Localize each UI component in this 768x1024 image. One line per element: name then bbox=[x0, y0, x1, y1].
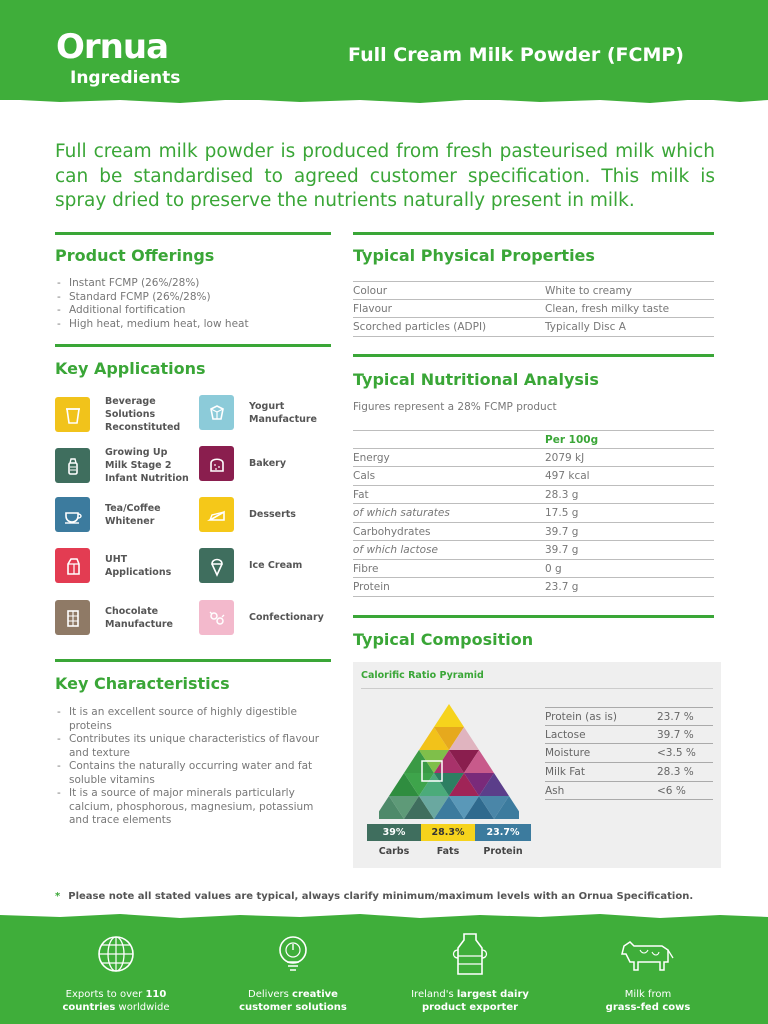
application-tea-coffee bbox=[55, 497, 161, 532]
carbs-ratio-value: 39% bbox=[367, 824, 421, 841]
yogurt-pot-icon bbox=[199, 395, 234, 430]
row-label: Energy bbox=[353, 451, 390, 464]
composition-table bbox=[545, 707, 713, 800]
row-value: 17.5 g bbox=[545, 507, 579, 519]
logo-subtitle: Ingredients bbox=[70, 68, 181, 88]
physical-properties-heading: Typical Physical Properties bbox=[353, 246, 595, 265]
feature-text bbox=[583, 988, 713, 1014]
row-value: 39.7 g bbox=[545, 525, 579, 538]
table-row bbox=[353, 467, 714, 486]
torn-edge-decoration bbox=[0, 912, 768, 920]
feature-text-bold: product exporter bbox=[421, 1002, 519, 1013]
table-row bbox=[353, 449, 714, 468]
row-label: Fat bbox=[353, 488, 369, 501]
feature-text-bold: countries bbox=[62, 1002, 116, 1013]
application-label: Bakery bbox=[249, 458, 287, 469]
nutrition-note: Figures represent a 28% FCMP product bbox=[353, 401, 557, 413]
row-label: Ash bbox=[545, 784, 565, 797]
offerings-list bbox=[55, 277, 331, 331]
feature-grass-fed bbox=[583, 928, 713, 1014]
table-row bbox=[353, 523, 714, 542]
fats-ratio-value: 28.3% bbox=[421, 824, 475, 841]
row-value: 0 g bbox=[545, 562, 562, 575]
row-label: Cals bbox=[353, 470, 376, 482]
footer-banner bbox=[0, 918, 768, 1024]
characteristics-list bbox=[55, 706, 331, 828]
feature-text-bold: 110 bbox=[145, 989, 167, 1000]
row-value: 497 kcal bbox=[545, 470, 590, 482]
feature-exports bbox=[51, 928, 181, 1014]
application-label: Chocolate Manufacture bbox=[105, 605, 173, 630]
application-bakery bbox=[199, 446, 286, 481]
application-label: Ice Cream bbox=[249, 560, 303, 571]
chocolate-bar-icon bbox=[55, 600, 90, 635]
row-label: of which saturates bbox=[353, 507, 450, 519]
protein-ratio-value: 23.7% bbox=[475, 824, 531, 841]
carbs-ratio-label: Carbs bbox=[378, 846, 410, 857]
list-item: - It is a source of major minerals particularly calcium, phosphorous, magnesium, potassium and trace elements bbox=[55, 787, 331, 828]
ornua-logo bbox=[56, 27, 181, 88]
application-confectionary bbox=[199, 600, 324, 635]
protein-ratio-label: Protein bbox=[483, 846, 523, 857]
feature-text bbox=[51, 988, 181, 1014]
list-item: - It is an excellent source of highly digestible proteins bbox=[55, 706, 331, 733]
torn-edge-decoration bbox=[0, 94, 768, 106]
feature-text-part: Ireland's bbox=[411, 989, 457, 1000]
list-item: - High heat, medium heat, low heat bbox=[55, 318, 331, 332]
header-banner bbox=[0, 0, 768, 100]
list-item: - Instant FCMP (26%/28%) bbox=[55, 277, 331, 291]
table-row bbox=[545, 744, 713, 763]
row-value: 39.7 % bbox=[657, 728, 694, 741]
cake-slice-icon bbox=[199, 497, 234, 532]
row-value: 28.3 g bbox=[545, 488, 579, 501]
application-ice-cream bbox=[199, 548, 302, 583]
divider bbox=[55, 232, 331, 235]
application-beverage bbox=[55, 395, 180, 434]
feature-text-bold: creative bbox=[292, 989, 338, 1000]
application-desserts bbox=[199, 497, 296, 532]
list-item: - Contributes its unique characteristics of flavour and texture bbox=[55, 733, 331, 760]
application-label: Beverage Solutions Reconstituted bbox=[105, 396, 181, 433]
feature-text-bold: grass-fed cows bbox=[605, 1002, 691, 1013]
row-value: 23.7 % bbox=[657, 711, 694, 723]
calorific-ratio-pyramid-graphic bbox=[379, 704, 519, 819]
row-value: White to creamy bbox=[545, 285, 632, 297]
table-row bbox=[353, 504, 714, 523]
row-label: Colour bbox=[353, 285, 388, 297]
note-text: Please note all stated values are typical, always clarify minimum/maximum levels with an Ornua Specification. bbox=[68, 891, 694, 902]
teacup-icon bbox=[55, 497, 90, 532]
row-label: Moisture bbox=[545, 747, 591, 760]
row-label: Carbohydrates bbox=[353, 525, 431, 538]
feature-text bbox=[405, 988, 535, 1014]
divider bbox=[361, 688, 713, 689]
bread-icon bbox=[199, 446, 234, 481]
row-value: <3.5 % bbox=[657, 747, 696, 760]
typical-composition-heading: Typical Composition bbox=[353, 630, 534, 649]
table-row bbox=[353, 578, 714, 597]
row-value: Typically Disc A bbox=[545, 321, 626, 333]
divider bbox=[55, 659, 331, 662]
feature-text-part: worldwide bbox=[115, 1002, 170, 1013]
divider bbox=[55, 344, 331, 347]
table-row bbox=[353, 281, 714, 300]
application-growing-up-milk bbox=[55, 446, 189, 485]
row-value: 28.3 % bbox=[657, 766, 694, 779]
table-row bbox=[353, 300, 714, 319]
feature-text-part: Delivers bbox=[248, 989, 293, 1000]
product-offerings-heading: Product Offerings bbox=[55, 246, 215, 265]
feature-creative-solutions bbox=[228, 928, 358, 1014]
application-uht bbox=[55, 548, 171, 583]
disclaimer-note bbox=[55, 891, 693, 902]
milk-carton-icon bbox=[55, 548, 90, 583]
row-label: Lactose bbox=[545, 728, 586, 741]
divider bbox=[353, 615, 714, 618]
feature-text bbox=[228, 988, 358, 1014]
feature-text-bold: largest dairy bbox=[456, 989, 529, 1000]
row-value: Clean, fresh milky taste bbox=[545, 302, 670, 315]
list-item: - Standard FCMP (26%/28%) bbox=[55, 291, 331, 305]
note-asterisk: * bbox=[55, 891, 61, 902]
ice-cream-cone-icon bbox=[199, 548, 234, 583]
cow-icon bbox=[583, 928, 713, 980]
feature-text-part: Exports to over bbox=[65, 989, 146, 1000]
nutritional-analysis-heading: Typical Nutritional Analysis bbox=[353, 370, 599, 389]
table-row bbox=[353, 486, 714, 505]
row-label: Milk Fat bbox=[545, 766, 585, 779]
table-row bbox=[353, 318, 714, 337]
feature-text-bold: customer solutions bbox=[239, 1002, 347, 1013]
table-row bbox=[545, 707, 713, 726]
globe-icon bbox=[51, 928, 181, 980]
table-row bbox=[545, 726, 713, 745]
row-value: 2079 kJ bbox=[545, 451, 585, 464]
table-row bbox=[545, 763, 713, 782]
logo-wordmark: Ornua bbox=[56, 27, 169, 67]
list-item: - Additional fortification bbox=[55, 304, 331, 318]
divider bbox=[353, 232, 714, 235]
row-label: Fibre bbox=[353, 562, 379, 575]
row-label: Flavour bbox=[353, 302, 393, 315]
key-applications-heading: Key Applications bbox=[55, 359, 206, 378]
row-label: Scorched particles (ADPI) bbox=[353, 321, 487, 333]
pyramid-title: Calorific Ratio Pyramid bbox=[361, 670, 484, 681]
key-characteristics-heading: Key Characteristics bbox=[55, 674, 230, 693]
application-label: Confectionary bbox=[249, 612, 324, 623]
row-label: Protein (as is) bbox=[545, 711, 617, 723]
fats-ratio-label: Fats bbox=[436, 846, 460, 857]
row-value: 23.7 g bbox=[545, 581, 579, 593]
table-row bbox=[353, 541, 714, 560]
page-title: Full Cream Milk Powder (FCMP) bbox=[348, 44, 684, 66]
divider bbox=[353, 354, 714, 357]
cup-icon bbox=[55, 397, 90, 432]
milk-churn-icon bbox=[405, 928, 535, 980]
application-yogurt bbox=[199, 395, 317, 430]
row-value: <6 % bbox=[657, 784, 686, 797]
application-label: UHT Applications bbox=[105, 553, 172, 578]
application-label: Tea/Coffee Whitener bbox=[105, 502, 161, 527]
feature-largest-exporter bbox=[405, 928, 535, 1014]
application-chocolate bbox=[55, 600, 173, 635]
row-value: 39.7 g bbox=[545, 544, 579, 556]
row-label: of which lactose bbox=[353, 544, 438, 556]
list-item: - Contains the naturally occurring water and fat soluble vitamins bbox=[55, 760, 331, 787]
application-label: Yogurt Manufacture bbox=[249, 400, 317, 425]
physical-properties-table bbox=[353, 281, 714, 337]
feature-text-part: Milk from bbox=[624, 989, 672, 1000]
table-header-row bbox=[353, 430, 714, 449]
nutritional-analysis-table bbox=[353, 430, 714, 597]
baby-bottle-icon bbox=[55, 448, 90, 483]
table-row bbox=[545, 782, 713, 801]
table-row bbox=[353, 560, 714, 579]
row-label: Protein bbox=[353, 581, 390, 593]
composition-panel bbox=[353, 662, 721, 868]
lightbulb-icon bbox=[228, 928, 358, 980]
sweets-icon bbox=[199, 600, 234, 635]
application-label: Desserts bbox=[249, 509, 296, 520]
column-header: Per 100g bbox=[545, 434, 599, 446]
intro-paragraph: Full cream milk powder is produced from fresh pasteurised milk which can be standardised to agreed customer specification. This milk is spray dried to preserve the nutrients naturally present in milk. bbox=[55, 141, 715, 211]
application-label: Growing Up Milk Stage 2 Infant Nutrition bbox=[105, 447, 189, 484]
